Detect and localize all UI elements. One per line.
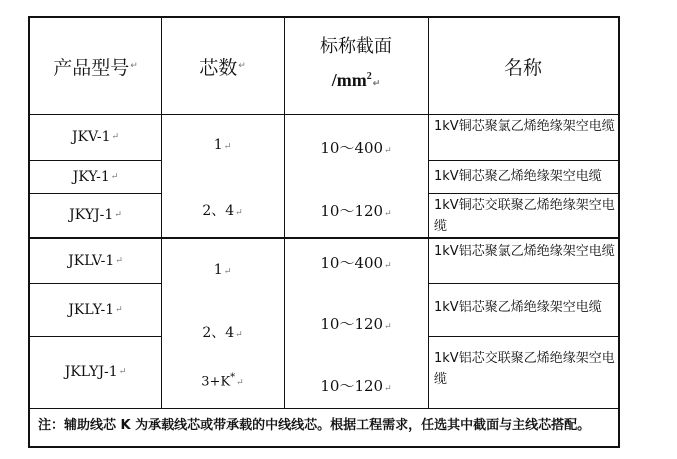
name-jklyj: 1kV铝芯交联聚乙烯绝缘架空电缆: [434, 351, 615, 387]
range-al-multi: 10～120↵: [320, 315, 392, 333]
header-section-line1: 标称截面: [320, 36, 392, 57]
name-jklv: 1kV铝芯聚氯乙烯绝缘架空电缆: [434, 244, 615, 259]
header-name: [428, 18, 618, 114]
cable-spec-table: [28, 16, 620, 448]
model-jkv: JKV-1 ↵: [71, 129, 120, 145]
model-jkly: JKLY-1 ↵: [68, 301, 123, 318]
model-jklyj: JKLYJ-1 ↵: [64, 364, 127, 380]
header-name-text: 名称: [503, 56, 542, 79]
header-section-unit: $/mm^2↵$: [331, 70, 381, 90]
header-cores: 芯数 ↵: [161, 18, 284, 114]
cores-jkv: 1↵: [213, 137, 232, 153]
footnote: 注：辅助线芯 K 为承载线芯或带承载的中线线芯。根据工程需求，任选其中截面与主线芯搭配。: [38, 418, 591, 433]
cores-al-multi: 2、4↵: [202, 325, 243, 341]
name-jkyj: 1kV铜芯交联聚乙烯绝缘架空电缆: [434, 198, 615, 234]
name-jky: 1kV铜芯聚乙烯绝缘架空电缆: [434, 169, 602, 184]
cores-copper-multi: 2、4↵: [202, 203, 243, 219]
header-model: 产品型号 ↵: [30, 18, 161, 114]
name-jkv: 1kV铜芯聚氯乙烯绝缘架空电缆: [434, 119, 615, 134]
range-copper-multi: 10～120↵: [320, 202, 392, 220]
range-jkv: 10～400↵: [320, 139, 392, 157]
header-cores-text: 芯数: [199, 56, 238, 79]
model-jky: JKY-1 ↵: [72, 168, 119, 185]
header-model-text: 产品型号: [53, 56, 130, 79]
cores-al-aux: 3+K*↵: [201, 372, 244, 390]
model-jklv: JKLV-1 ↵: [68, 253, 123, 269]
model-jkyj: JKYJ-1 ↵: [69, 207, 122, 223]
range-al-aux: 10～120↵: [320, 377, 392, 395]
header-section: [284, 18, 428, 114]
cores-jklv: 1↵: [213, 262, 232, 278]
name-jkly: 1kV铝芯聚乙烯绝缘架空电缆: [434, 300, 602, 315]
range-jklv: 10～400↵: [320, 254, 392, 272]
